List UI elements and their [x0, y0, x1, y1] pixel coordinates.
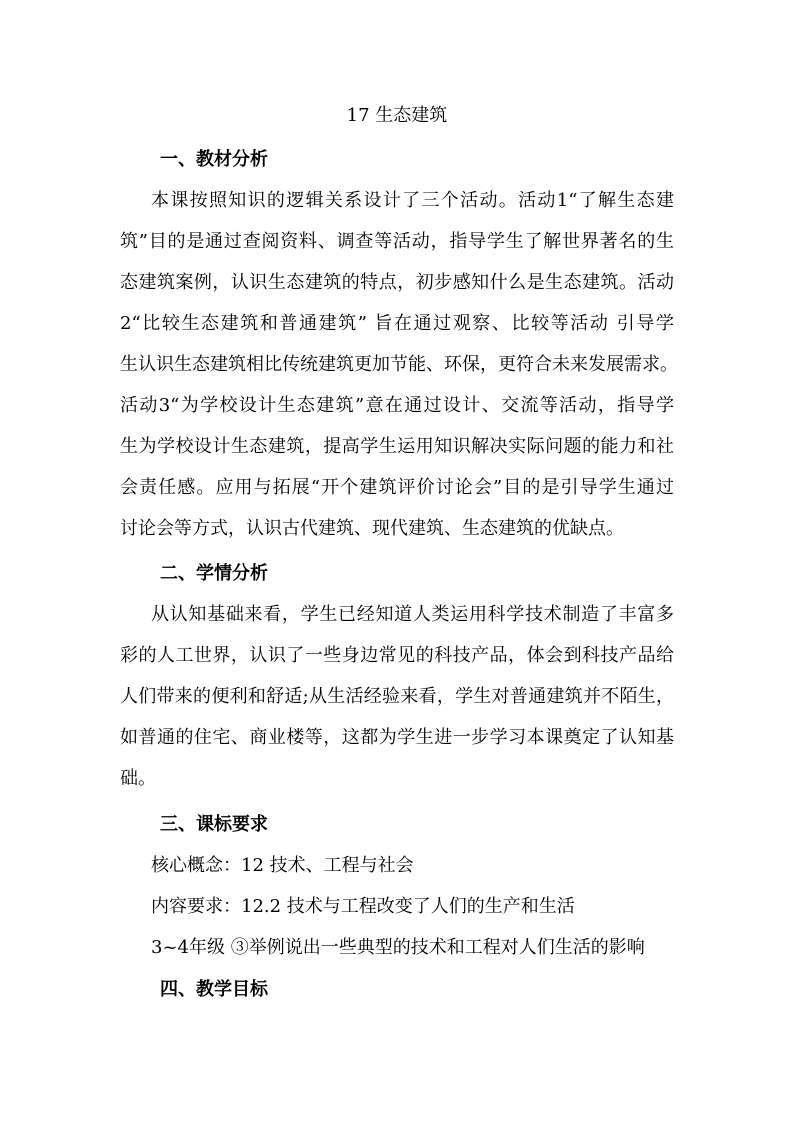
paragraph-line: 人们带来的便利和舒适;从生活经验来看，学生对普通建筑并不陌生，: [120, 686, 674, 707]
section-heading: 一、教材分析: [160, 149, 268, 170]
section-heading: 二、学情分析: [160, 563, 268, 584]
paragraph-line: 核心概念：12 技术、工程与社会: [151, 855, 414, 876]
paragraph-line: 筑”目的是通过查阅资料、调查等活动，指导学生了解世界著名的生: [120, 231, 674, 252]
paragraph-line: 本课按照知识的逻辑关系设计了三个活动。活动1“了解生态建: [151, 190, 674, 211]
paragraph-line: 从认知基础来看，学生已经知道人类运用科学技术制造了丰富多: [151, 604, 674, 625]
paragraph-line: 础。: [120, 768, 156, 789]
paragraph-line: 彩的人工世界，认识了一些身边常见的科技产品，体会到科技产品给: [120, 645, 674, 666]
paragraph-line: 讨论会等方式，认识古代建筑、现代建筑、生态建筑的优缺点。: [120, 518, 624, 539]
section-heading: 三、课标要求: [160, 814, 268, 835]
paragraph-line: 内容要求：12.2 技术与工程改变了人们的生产和生活: [151, 896, 575, 917]
paragraph-line: 生认识生态建筑相比传统建筑更加节能、环保，更符合未来发展需求。: [120, 354, 678, 375]
paragraph-line: 生为学校设计生态建筑，提高学生运用知识解决实际问题的能力和社: [120, 436, 674, 457]
paragraph-line: 活动3“为学校设计生态建筑”意在通过设计、交流等活动，指导学: [120, 395, 674, 416]
document-title: 17 生态建筑: [346, 105, 448, 126]
paragraph-line: 3~4年级 ③举例说出一些典型的技术和工程对人们生活的影响: [151, 937, 645, 958]
paragraph-line: 态建筑案例，认识生态建筑的特点，初步感知什么是生态建筑。活动: [120, 272, 674, 293]
paragraph-line: 2“比较生态建筑和普通建筑” 旨在通过观察、比较等活动 引导学: [120, 313, 674, 334]
section-heading: 四、教学目标: [160, 979, 268, 1000]
paragraph-line: 如普通的住宅、商业楼等，这都为学生进一步学习本课奠定了认知基: [120, 727, 674, 748]
paragraph-line: 会责任感。应用与拓展“开个建筑评价讨论会”目的是引导学生通过: [120, 477, 674, 498]
